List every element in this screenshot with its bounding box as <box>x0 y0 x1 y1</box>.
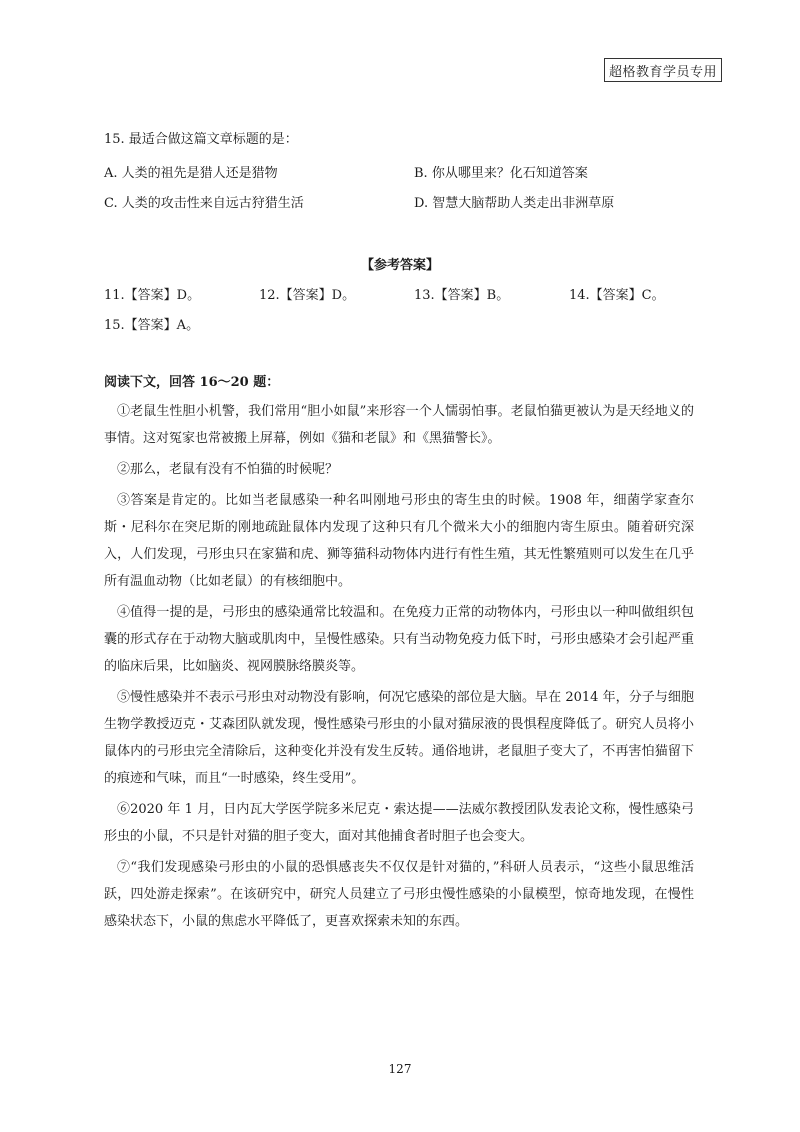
page-number: 127 <box>388 1062 412 1076</box>
paragraph-1: ①老鼠生性胆小机警，我们常用“胆小如鼠”来形容一个人懦弱怕事。老鼠怕猫更被认为是天经地义的事情。这对冤家也常被搬上屏幕，例如《猫和老鼠》和《黑猫警长》。 <box>104 404 694 446</box>
option-c: C. 人类的攻击性来自远古狩猎生活 <box>104 196 304 211</box>
student-only-stamp: 超格教育学员专用 <box>604 58 722 82</box>
option-b: B. 你从哪里来？化石知道答案 <box>414 166 588 181</box>
paragraph-7: ⑦“我们发现感染弓形虫的小鼠的恐惧感丧失不仅仅是针对猫的，”科研人员表示，“这些小鼠思维活跃，四处游走探索”。在该研究中，研究人员建立了弓形虫慢性感染的小鼠模型，惊奇地发现，在慢性感染状态下，小鼠的焦虑水平降低了，更喜欢探索未知的东西。 <box>104 860 694 929</box>
reading-heading: 阅读下文，回答 16～20 题： <box>104 375 280 390</box>
option-d: D. 智慧大脑帮助人类走出非洲草原 <box>414 196 615 211</box>
paragraph-5: ⑤慢性感染并不表示弓形虫对动物没有影响，何况它感染的部位是大脑。早在 2014 年，分子与细胞生物学教授迈克・艾森团队就发现，慢性感染弓形虫的小鼠对猫尿液的畏惧程度降低了。研究人员将小鼠体内的弓形虫完全清除后，这种变化并没有发生反转。通俗地讲，老鼠胆子变大了，不再害怕猫留下的痕迹和气味，而且“一时感染，终生受用”。 <box>104 690 694 786</box>
option-a: A. 人类的祖先是猎人还是猎物 <box>104 166 278 181</box>
paragraph-4: ④值得一提的是，弓形虫的感染通常比较温和。在免疫力正常的动物体内，弓形虫以一种叫做组织包囊的形式存在于动物大脑或肌肉中，呈慢性感染。只有当动物免疫力低下时，弓形虫感染才会引起严重的临床后果，比如脑炎、视网膜脉络膜炎等。 <box>104 605 694 674</box>
answer-key-title: 【参考答案】 <box>360 258 439 273</box>
paragraph-6: ⑥2020 年 1 月，日内瓦大学医学院多米尼克・索达提——法威尔教授团队发表论文称，慢性感染弓形虫的小鼠，不只是针对猫的胆子变大，面对其他捕食者时胆子也会变大。 <box>104 802 694 844</box>
paragraph-3: ③答案是肯定的。比如当老鼠感染一种名叫刚地弓形虫的寄生虫的时候。1908 年，细菌学家查尔斯・尼科尔在突尼斯的刚地疏趾鼠体内发现了这种只有几个微米大小的细胞内寄生原虫。随着研究深入，人们发现，弓形虫只在家猫和虎、狮等猫科动物体内进行有性生殖，其无性繁殖则可以发生在几乎所有温血动物（比如老鼠）的有核细胞中。 <box>104 493 694 589</box>
answer-14: 14.【答案】C。 <box>569 288 665 303</box>
answer-15: 15.【答案】A。 <box>104 318 200 333</box>
answer-11: 11.【答案】D。 <box>104 288 201 303</box>
answer-12: 12.【答案】D。 <box>259 288 356 303</box>
paragraph-2: ②那么，老鼠有没有不怕猫的时候呢？ <box>117 462 339 477</box>
question-15-stem: 15. 最适合做这篇文章标题的是： <box>104 132 298 147</box>
answer-13: 13.【答案】B。 <box>414 288 510 303</box>
reading-passage <box>104 398 694 939</box>
